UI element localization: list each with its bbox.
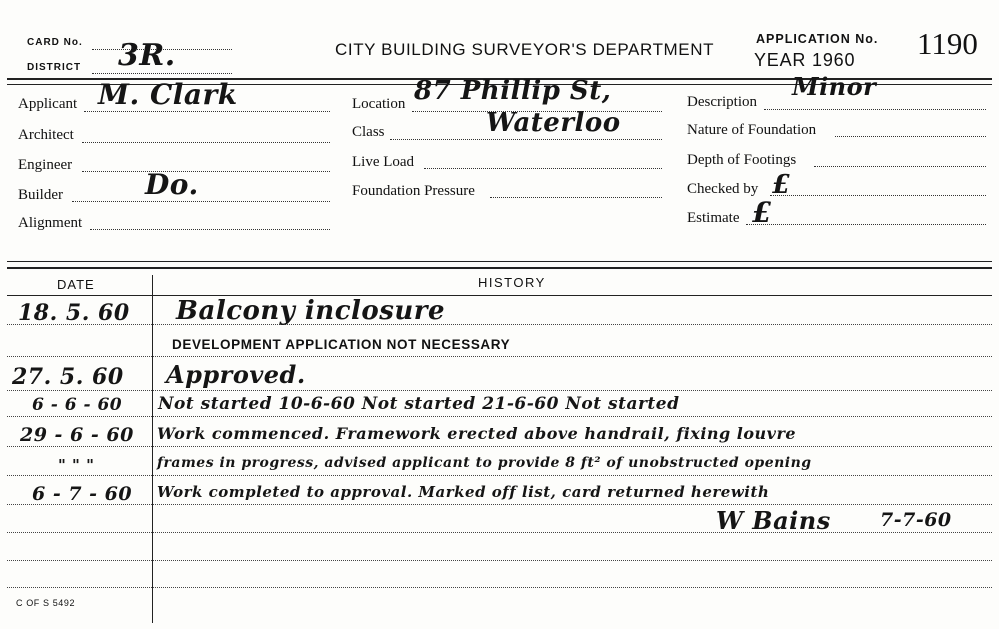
applicant-line — [84, 111, 330, 112]
application-no-value: 1190 — [917, 26, 978, 61]
history-ruled-line — [7, 532, 992, 533]
engineer-line — [82, 171, 330, 172]
signature: W Bains — [716, 506, 831, 535]
nature-of-foundation-line — [835, 136, 986, 137]
nature-of-foundation-label: Nature of Foundation — [687, 122, 817, 138]
checked-by-label: Checked by — [687, 181, 759, 197]
history-header-rule — [7, 295, 992, 296]
depth-of-footings-line — [814, 166, 986, 167]
application-no-label: APPLICATION No. — [756, 32, 879, 46]
history-row-date: 18. 5. 60 — [18, 300, 130, 326]
history-row-entry: Work commenced. Framework erected above handrail, fixing louvre — [157, 424, 797, 443]
applicant-value: M. Clark — [98, 78, 238, 111]
alignment-line — [90, 229, 330, 230]
date-column-divider — [152, 275, 153, 623]
department-title: CITY BUILDING SURVEYOR'S DEPARTMENT — [335, 40, 715, 59]
history-ruled-line — [7, 475, 992, 476]
description-value: Minor — [792, 72, 877, 101]
history-row-stamp: DEVELOPMENT APPLICATION NOT NECESSARY — [172, 337, 511, 352]
builder-label: Builder — [18, 187, 63, 203]
year-label: YEAR 1960 — [754, 50, 856, 70]
history-ruled-line — [7, 416, 992, 417]
architect-label: Architect — [18, 127, 74, 143]
builder-value: Do. — [145, 168, 199, 201]
location-label: Location — [352, 96, 406, 112]
section-rule-top — [7, 261, 992, 262]
live-load-label: Live Load — [352, 154, 415, 170]
checked-by-value: £ — [772, 170, 791, 200]
card-no-label: CARD No. — [27, 37, 83, 48]
class-line — [390, 139, 662, 140]
location-value: 87 Phillip St, — [414, 76, 612, 106]
checked-by-line — [770, 195, 986, 196]
district-value: 3R. — [118, 38, 176, 73]
history-row-entry: frames in progress, advised applicant to provide 8 ft² of unobstructed opening — [157, 455, 812, 471]
alignment-label: Alignment — [18, 215, 83, 231]
history-row-date: 6 - 7 - 60 — [32, 483, 133, 505]
history-header: HISTORY — [478, 275, 546, 290]
history-ruled-line — [7, 446, 992, 447]
district-label: DISTRICT — [27, 62, 82, 73]
builder-line — [72, 201, 330, 202]
date-header: DATE — [57, 277, 95, 292]
description-label: Description — [687, 94, 757, 110]
location-value-2: Waterloo — [486, 108, 621, 138]
estimate-line — [746, 224, 986, 225]
foundation-pressure-label: Foundation Pressure — [352, 183, 475, 199]
form-code: C OF S 5492 — [16, 598, 76, 608]
section-rule-bottom — [7, 267, 992, 269]
history-row-entry: Not started 10-6-60 Not started 21-6-60 Not started — [158, 394, 680, 414]
architect-line — [82, 142, 330, 143]
history-ruled-line — [7, 324, 992, 325]
applicant-label: Applicant — [18, 96, 78, 112]
engineer-label: Engineer — [18, 157, 73, 173]
history-ruled-line — [7, 587, 992, 588]
estimate-value: £ — [752, 196, 772, 229]
live-load-line — [424, 168, 662, 169]
estimate-label: Estimate — [687, 210, 740, 226]
history-ruled-line — [7, 356, 992, 357]
history-row-entry: Balcony inclosure — [176, 296, 446, 326]
history-row-date: 27. 5. 60 — [12, 364, 124, 390]
class-label: Class — [352, 124, 385, 140]
depth-of-footings-label: Depth of Footings — [687, 152, 797, 168]
history-row-date: 29 - 6 - 60 — [20, 424, 134, 446]
history-row-date: 6 - 6 - 60 — [32, 395, 123, 415]
history-ruled-line — [7, 560, 992, 561]
history-row-date: " " " — [58, 456, 95, 474]
signature-date: 7-7-60 — [880, 509, 952, 531]
foundation-pressure-line — [490, 197, 662, 198]
history-row-entry: Work completed to approval. Marked off list, card returned herewith — [157, 483, 770, 501]
history-ruled-line — [7, 390, 992, 391]
history-row-entry: Approved. — [166, 360, 306, 389]
history-ruled-line — [7, 504, 992, 505]
description-line — [764, 109, 986, 110]
district-line — [92, 73, 232, 74]
